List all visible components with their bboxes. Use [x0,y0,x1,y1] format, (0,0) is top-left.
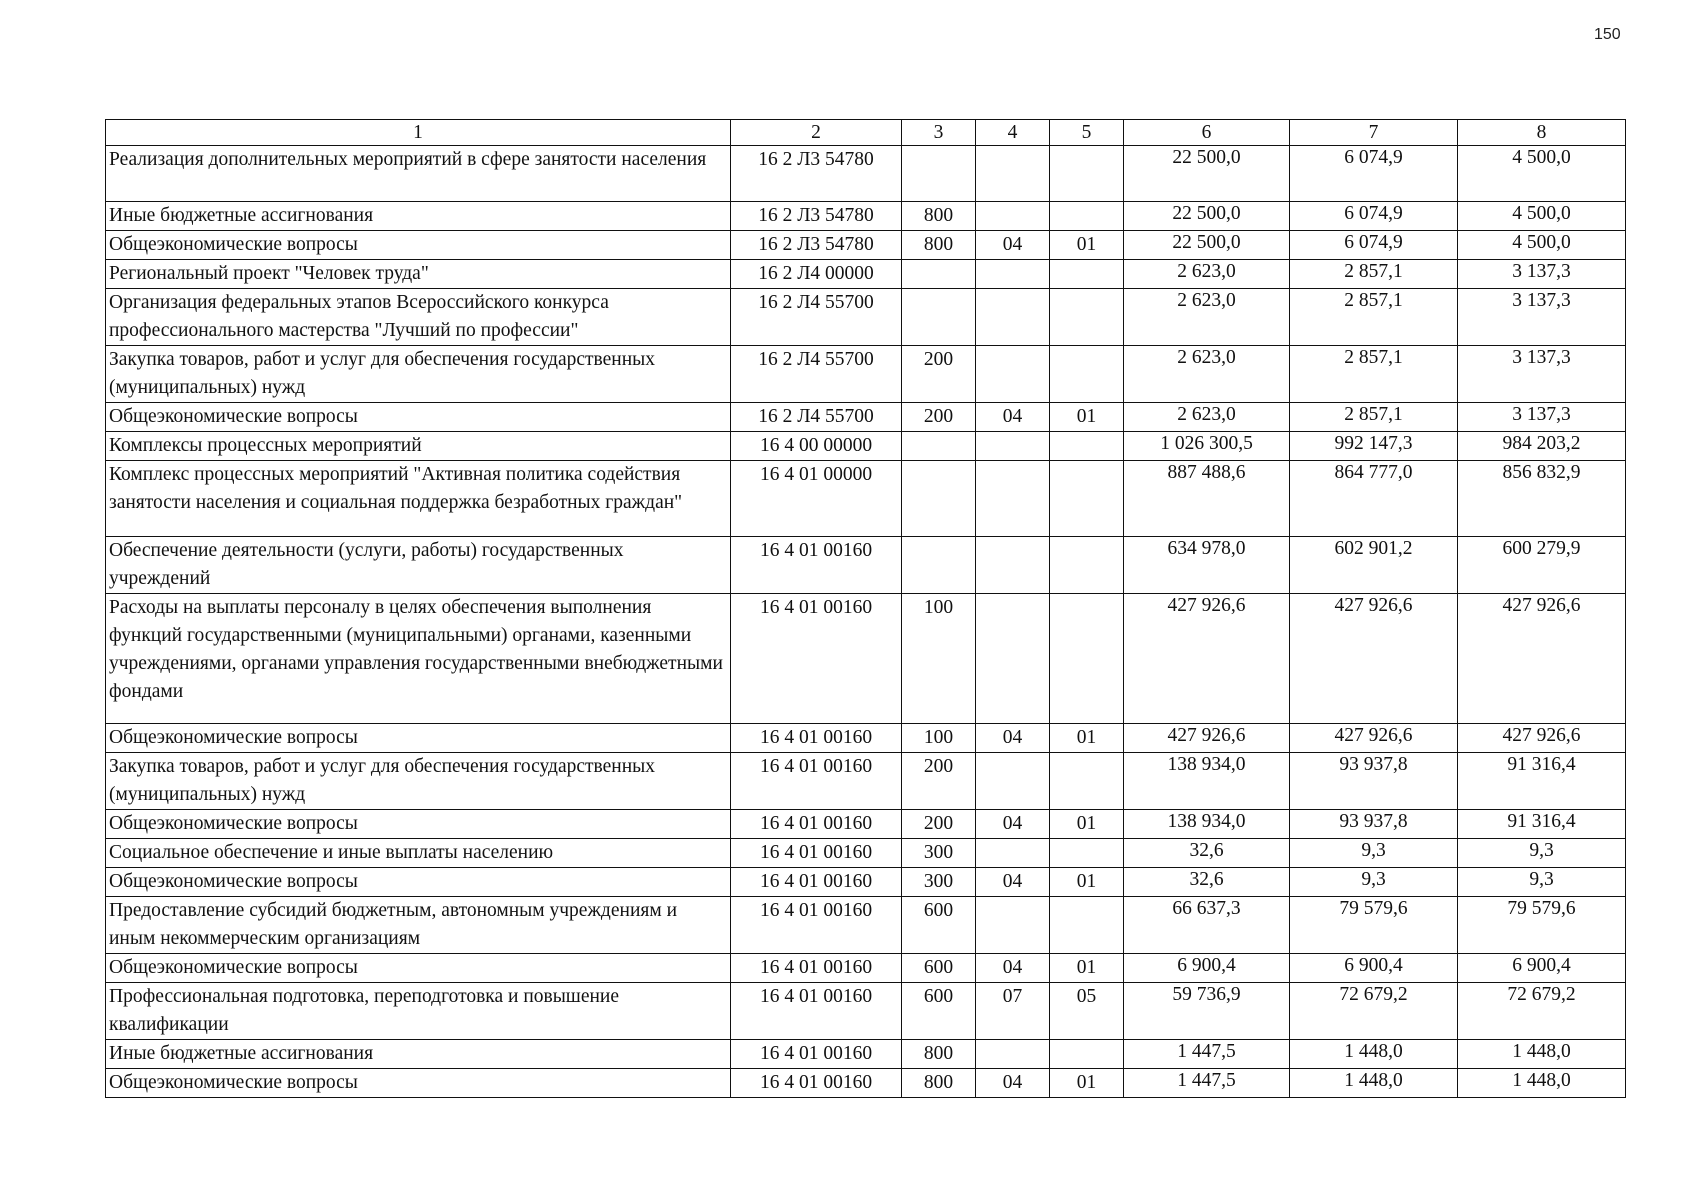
row-subsection: 01 [1050,231,1124,260]
row-amount-year3: 984 203,2 [1458,432,1626,461]
row-code: 16 4 01 00160 [731,1040,902,1069]
row-expense-type: 600 [902,897,976,954]
row-subsection [1050,753,1124,810]
table-row [106,753,1626,810]
row-subsection [1050,346,1124,403]
row-expense-type: 800 [902,1040,976,1069]
table-row [106,810,1626,839]
row-name: Предоставление субсидий бюджетным, автономным учреждениям и иным некоммерческим организациям [106,897,731,954]
row-code: 16 4 00 00000 [731,432,902,461]
row-amount-year1: 66 637,3 [1124,897,1290,954]
row-code: 16 2 Л4 55700 [731,403,902,432]
row-amount-year3: 4 500,0 [1458,231,1626,260]
table-row [106,289,1626,346]
row-amount-year1: 22 500,0 [1124,146,1290,202]
row-section [976,260,1050,289]
row-amount-year2: 2 857,1 [1290,403,1458,432]
row-code: 16 4 01 00160 [731,753,902,810]
row-subsection [1050,897,1124,954]
row-section [976,537,1050,594]
row-subsection [1050,289,1124,346]
row-amount-year2: 1 448,0 [1290,1040,1458,1069]
row-name: Общеэкономические вопросы [106,403,731,432]
row-expense-type [902,260,976,289]
row-subsection: 01 [1050,810,1124,839]
row-section: 04 [976,954,1050,983]
table-row [106,202,1626,231]
row-amount-year2: 427 926,6 [1290,724,1458,753]
row-section: 04 [976,868,1050,897]
row-subsection [1050,432,1124,461]
row-expense-type: 200 [902,810,976,839]
row-subsection: 01 [1050,868,1124,897]
row-amount-year1: 1 447,5 [1124,1069,1290,1098]
row-subsection: 01 [1050,1069,1124,1098]
row-amount-year3: 427 926,6 [1458,724,1626,753]
row-expense-type: 100 [902,724,976,753]
row-amount-year3: 1 448,0 [1458,1069,1626,1098]
row-amount-year2: 6 074,9 [1290,231,1458,260]
page-number: 150 [1594,26,1621,43]
table-row [106,461,1626,537]
row-name: Комплексы процессных мероприятий [106,432,731,461]
row-amount-year3: 3 137,3 [1458,346,1626,403]
table-row [106,231,1626,260]
row-amount-year3: 91 316,4 [1458,810,1626,839]
row-amount-year2: 79 579,6 [1290,897,1458,954]
row-amount-year1: 427 926,6 [1124,594,1290,724]
row-expense-type: 800 [902,1069,976,1098]
row-expense-type: 600 [902,954,976,983]
row-amount-year1: 1 026 300,5 [1124,432,1290,461]
table-row [106,983,1626,1040]
row-name: Комплекс процессных мероприятий "Активная политика содействия занятости населения и социальная поддержка безработных граждан" [106,461,731,537]
col-header: 8 [1458,120,1626,146]
row-section: 04 [976,810,1050,839]
row-subsection [1050,202,1124,231]
row-expense-type: 200 [902,403,976,432]
row-subsection: 01 [1050,724,1124,753]
row-name: Реализация дополнительных мероприятий в сфере занятости населения [106,146,731,202]
row-amount-year3: 6 900,4 [1458,954,1626,983]
row-code: 16 4 01 00000 [731,461,902,537]
row-amount-year3: 3 137,3 [1458,289,1626,346]
row-subsection [1050,594,1124,724]
row-subsection [1050,839,1124,868]
row-expense-type [902,537,976,594]
col-header: 2 [731,120,902,146]
row-name: Общеэкономические вопросы [106,954,731,983]
row-amount-year1: 138 934,0 [1124,810,1290,839]
row-amount-year2: 9,3 [1290,868,1458,897]
table-row [106,1040,1626,1069]
row-expense-type: 800 [902,231,976,260]
table-row [106,594,1626,724]
row-amount-year2: 9,3 [1290,839,1458,868]
row-subsection [1050,260,1124,289]
row-amount-year2: 6 074,9 [1290,202,1458,231]
row-code: 16 4 01 00160 [731,839,902,868]
row-code: 16 2 Л4 00000 [731,260,902,289]
row-expense-type [902,146,976,202]
col-header: 3 [902,120,976,146]
row-amount-year2: 2 857,1 [1290,346,1458,403]
table-row [106,954,1626,983]
row-amount-year2: 1 448,0 [1290,1069,1458,1098]
row-subsection: 01 [1050,954,1124,983]
row-subsection [1050,146,1124,202]
row-expense-type: 200 [902,753,976,810]
row-amount-year3: 4 500,0 [1458,202,1626,231]
row-section [976,432,1050,461]
row-subsection [1050,537,1124,594]
row-name: Закупка товаров, работ и услуг для обеспечения государственных (муниципальных) нужд [106,346,731,403]
row-amount-year1: 32,6 [1124,839,1290,868]
header-row [106,120,1626,146]
row-amount-year2: 602 901,2 [1290,537,1458,594]
row-name: Общеэкономические вопросы [106,810,731,839]
row-expense-type [902,432,976,461]
row-code: 16 2 Л4 55700 [731,346,902,403]
row-amount-year1: 22 500,0 [1124,231,1290,260]
row-code: 16 4 01 00160 [731,897,902,954]
table-row [106,403,1626,432]
row-code: 16 4 01 00160 [731,983,902,1040]
row-expense-type: 200 [902,346,976,403]
row-name: Социальное обеспечение и иные выплаты населению [106,839,731,868]
col-header: 7 [1290,120,1458,146]
row-expense-type: 300 [902,868,976,897]
table-row [106,146,1626,202]
row-name: Иные бюджетные ассигнования [106,202,731,231]
row-section [976,461,1050,537]
row-amount-year2: 2 857,1 [1290,260,1458,289]
table-row [106,1069,1626,1098]
row-amount-year1: 138 934,0 [1124,753,1290,810]
row-subsection [1050,461,1124,537]
row-name: Общеэкономические вопросы [106,1069,731,1098]
row-section [976,897,1050,954]
row-name: Общеэкономические вопросы [106,724,731,753]
row-amount-year1: 887 488,6 [1124,461,1290,537]
row-section: 04 [976,231,1050,260]
row-amount-year3: 3 137,3 [1458,403,1626,432]
row-amount-year3: 3 137,3 [1458,260,1626,289]
row-amount-year2: 2 857,1 [1290,289,1458,346]
col-header: 1 [106,120,731,146]
col-header: 5 [1050,120,1124,146]
table-row [106,868,1626,897]
row-amount-year2: 427 926,6 [1290,594,1458,724]
row-section [976,146,1050,202]
row-amount-year1: 32,6 [1124,868,1290,897]
row-section: 04 [976,1069,1050,1098]
row-name: Общеэкономические вопросы [106,868,731,897]
row-code: 16 4 01 00160 [731,594,902,724]
row-amount-year3: 72 679,2 [1458,983,1626,1040]
row-name: Региональный проект "Человек труда" [106,260,731,289]
row-code: 16 4 01 00160 [731,537,902,594]
row-amount-year2: 6 074,9 [1290,146,1458,202]
row-amount-year1: 427 926,6 [1124,724,1290,753]
row-amount-year3: 91 316,4 [1458,753,1626,810]
row-expense-type: 600 [902,983,976,1040]
row-expense-type [902,289,976,346]
table-row [106,897,1626,954]
row-amount-year1: 634 978,0 [1124,537,1290,594]
row-subsection: 05 [1050,983,1124,1040]
row-amount-year1: 6 900,4 [1124,954,1290,983]
table-row [106,839,1626,868]
row-amount-year2: 992 147,3 [1290,432,1458,461]
row-code: 16 4 01 00160 [731,724,902,753]
row-code: 16 4 01 00160 [731,868,902,897]
table-row [106,346,1626,403]
row-section: 04 [976,724,1050,753]
row-section: 04 [976,403,1050,432]
row-section [976,202,1050,231]
row-expense-type: 800 [902,202,976,231]
row-section [976,1040,1050,1069]
table-row [106,537,1626,594]
budget-table [105,119,1626,1098]
row-amount-year1: 1 447,5 [1124,1040,1290,1069]
row-amount-year2: 93 937,8 [1290,810,1458,839]
row-name: Иные бюджетные ассигнования [106,1040,731,1069]
table-body [106,146,1626,1098]
row-code: 16 4 01 00160 [731,810,902,839]
row-section: 07 [976,983,1050,1040]
col-header: 4 [976,120,1050,146]
row-amount-year1: 22 500,0 [1124,202,1290,231]
row-amount-year3: 600 279,9 [1458,537,1626,594]
table-row [106,724,1626,753]
row-name: Профессиональная подготовка, переподготовка и повышение квалификации [106,983,731,1040]
row-section [976,594,1050,724]
row-section [976,346,1050,403]
row-section [976,753,1050,810]
row-amount-year3: 856 832,9 [1458,461,1626,537]
row-amount-year3: 427 926,6 [1458,594,1626,724]
row-code: 16 2 Л3 54780 [731,231,902,260]
row-name: Закупка товаров, работ и услуг для обеспечения государственных (муниципальных) нужд [106,753,731,810]
row-expense-type: 300 [902,839,976,868]
row-amount-year1: 2 623,0 [1124,346,1290,403]
row-amount-year1: 2 623,0 [1124,289,1290,346]
row-section [976,289,1050,346]
row-expense-type: 100 [902,594,976,724]
col-header: 6 [1124,120,1290,146]
row-subsection [1050,1040,1124,1069]
row-amount-year2: 72 679,2 [1290,983,1458,1040]
row-amount-year1: 2 623,0 [1124,403,1290,432]
row-name: Расходы на выплаты персоналу в целях обеспечения выполнения функций государственными (муниципальными) органами, казенными учреждениями, органами управления государственными внебюджетными фондами [106,594,731,724]
row-code: 16 4 01 00160 [731,1069,902,1098]
row-code: 16 4 01 00160 [731,954,902,983]
table-row [106,432,1626,461]
row-name: Общеэкономические вопросы [106,231,731,260]
row-amount-year2: 6 900,4 [1290,954,1458,983]
row-amount-year3: 1 448,0 [1458,1040,1626,1069]
row-amount-year1: 59 736,9 [1124,983,1290,1040]
row-code: 16 2 Л3 54780 [731,146,902,202]
row-code: 16 2 Л3 54780 [731,202,902,231]
row-amount-year3: 9,3 [1458,868,1626,897]
table-row [106,260,1626,289]
row-section [976,839,1050,868]
row-expense-type [902,461,976,537]
row-amount-year3: 4 500,0 [1458,146,1626,202]
row-code: 16 2 Л4 55700 [731,289,902,346]
row-amount-year3: 9,3 [1458,839,1626,868]
row-amount-year2: 864 777,0 [1290,461,1458,537]
row-amount-year2: 93 937,8 [1290,753,1458,810]
row-name: Организация федеральных этапов Всероссийского конкурса профессионального мастерства "Лучший по профессии" [106,289,731,346]
row-amount-year3: 79 579,6 [1458,897,1626,954]
row-name: Обеспечение деятельности (услуги, работы) государственных учреждений [106,537,731,594]
row-subsection: 01 [1050,403,1124,432]
row-amount-year1: 2 623,0 [1124,260,1290,289]
